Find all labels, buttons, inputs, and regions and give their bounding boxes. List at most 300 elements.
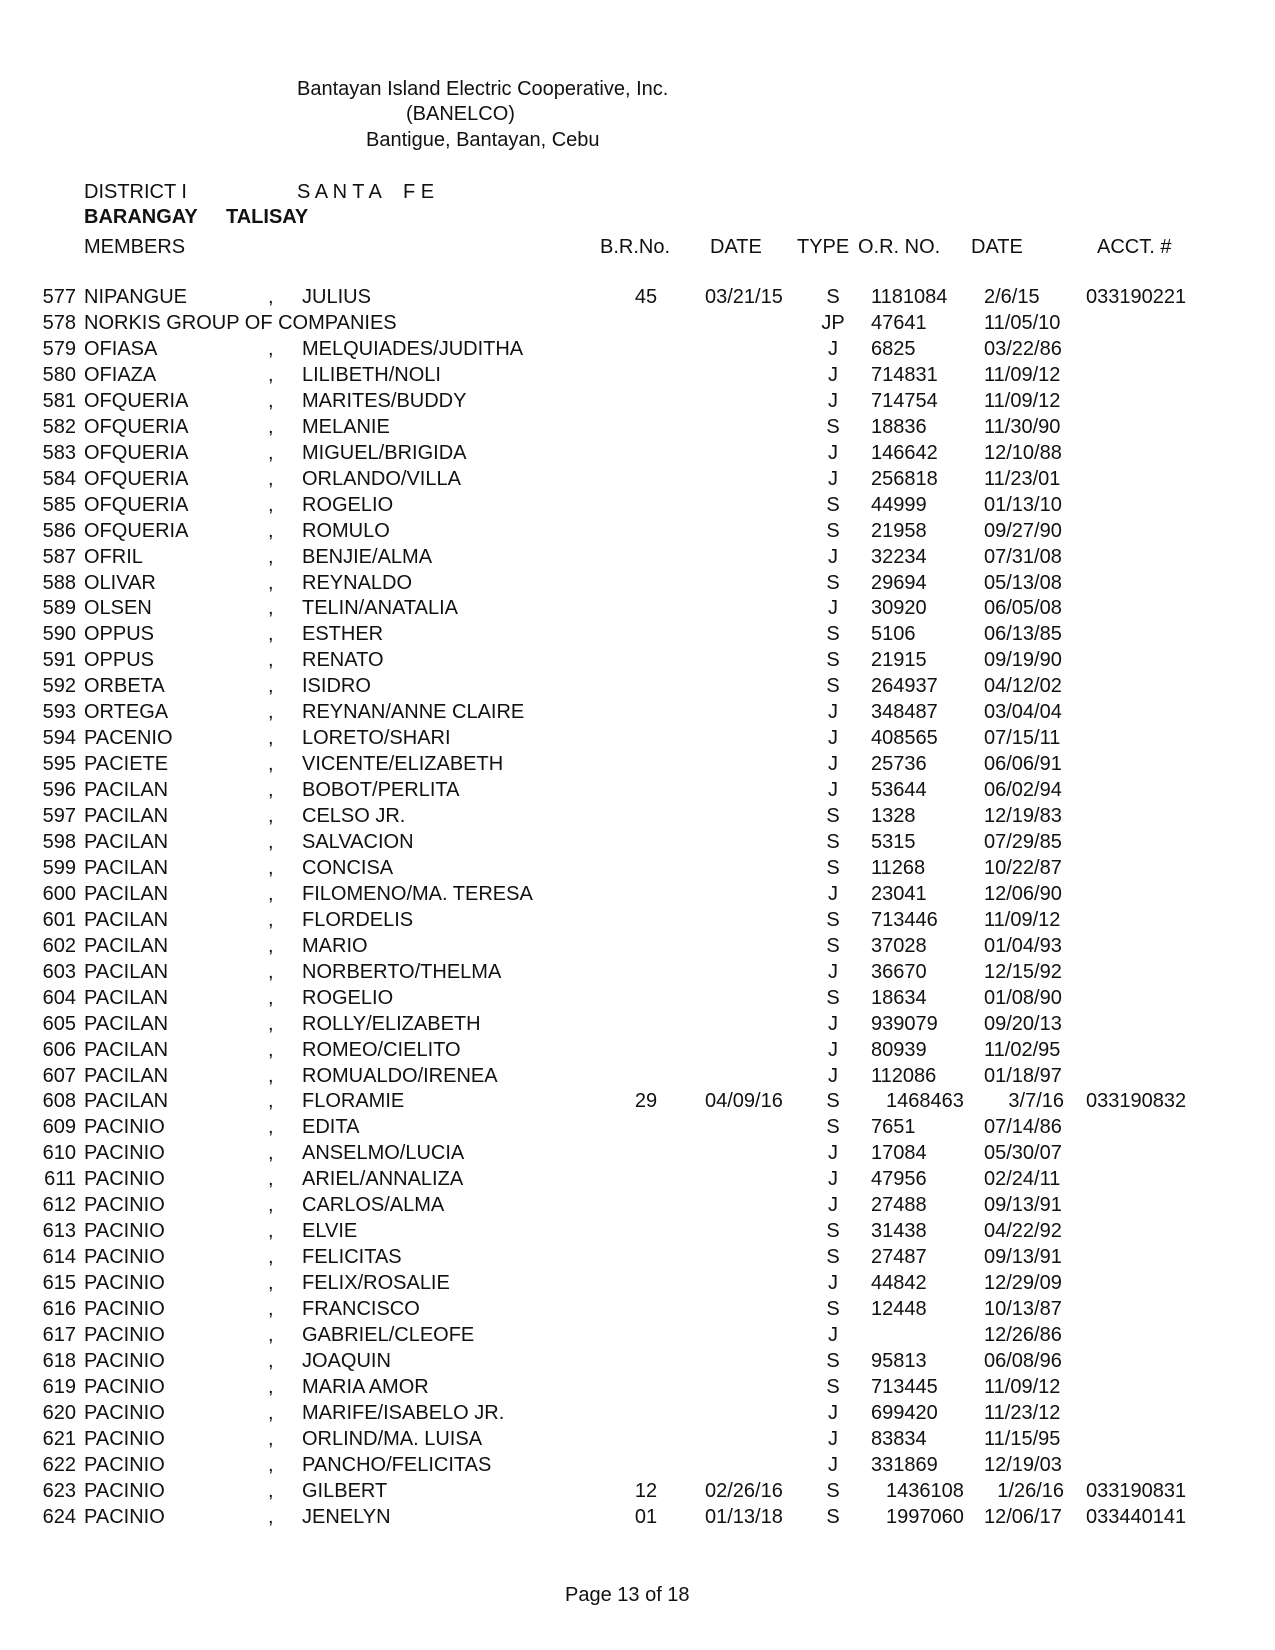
or-date: 12/26/86 <box>984 1324 1062 1346</box>
table-row <box>0 362 1275 388</box>
first-name: ORLIND/MA. LUISA <box>302 1427 483 1450</box>
first-name: PANCHO/FELICITAS <box>302 1453 492 1476</box>
org-abbr: (BANELCO) <box>406 103 515 125</box>
name-separator: , <box>268 597 274 620</box>
last-name: PACINIO <box>84 1116 165 1139</box>
br-date: 03/21/15 <box>705 286 783 308</box>
name-separator: , <box>268 1142 274 1165</box>
row-number: 615 <box>42 1272 76 1295</box>
name-separator: , <box>268 1427 274 1450</box>
or-no: 80939 <box>871 1038 927 1061</box>
municipality-name: S A N T A F E <box>297 181 435 203</box>
table-row <box>0 1114 1275 1140</box>
or-no: 95813 <box>871 1350 927 1372</box>
first-name: REYNAN/ANNE CLAIRE <box>302 701 525 724</box>
or-date: 09/27/90 <box>984 519 1062 542</box>
first-name: EDITA <box>302 1116 360 1139</box>
or-date: 01/13/10 <box>984 493 1062 516</box>
br-no: 01 <box>634 1505 658 1528</box>
first-name: LORETO/SHARI <box>302 727 451 750</box>
table-row <box>0 544 1275 570</box>
first-name: ROMUALDO/IRENEA <box>302 1064 498 1087</box>
last-name: OFIAZA <box>84 363 157 386</box>
or-no: 7651 <box>871 1116 916 1139</box>
membership-type: J <box>828 753 838 776</box>
row-number: 618 <box>42 1350 76 1372</box>
last-name: PACILAN <box>84 779 169 801</box>
row-number: 610 <box>42 1142 76 1165</box>
name-separator: , <box>268 675 274 698</box>
first-name: ROMEO/CIELITO <box>302 1038 461 1061</box>
name-separator: , <box>268 1090 274 1113</box>
first-name: ORLANDO/VILLA <box>302 467 461 490</box>
row-number: 604 <box>42 986 76 1009</box>
membership-type: S <box>826 415 840 438</box>
membership-type: J <box>828 337 838 360</box>
last-name: PACINIO <box>84 1194 165 1217</box>
or-no: 714754 <box>871 389 938 412</box>
or-no: 36670 <box>871 960 927 983</box>
first-name: MIGUEL/BRIGIDA <box>302 441 467 464</box>
row-number: 619 <box>42 1375 76 1398</box>
membership-type: J <box>828 1038 838 1061</box>
or-date: 06/13/85 <box>984 623 1062 646</box>
table-row <box>0 1270 1275 1296</box>
table-row <box>0 959 1275 985</box>
name-separator: , <box>268 337 274 360</box>
row-number: 577 <box>42 286 76 308</box>
row-number: 617 <box>42 1324 76 1346</box>
or-date: 11/09/12 <box>984 1375 1061 1398</box>
name-separator: , <box>268 1012 274 1035</box>
membership-type: JP <box>821 311 845 334</box>
or-no: 27488 <box>871 1194 927 1217</box>
name-separator: , <box>268 1350 274 1372</box>
name-separator: , <box>268 1505 274 1528</box>
table-row <box>0 310 1275 336</box>
row-number: 616 <box>42 1298 76 1320</box>
membership-type: S <box>826 675 840 698</box>
first-name: FILOMENO/MA. TERESA <box>302 882 533 905</box>
or-date: 04/22/92 <box>984 1220 1062 1243</box>
or-date: 09/20/13 <box>984 1012 1062 1035</box>
last-name: PACINIO <box>84 1246 165 1269</box>
last-name: OPPUS <box>84 623 155 646</box>
first-name: ROLLY/ELIZABETH <box>302 1012 481 1035</box>
row-number: 608 <box>42 1090 76 1113</box>
or-date: 03/22/86 <box>984 337 1062 360</box>
membership-type: S <box>826 519 840 542</box>
membership-type: J <box>828 1142 838 1165</box>
name-separator: , <box>268 1453 274 1476</box>
or-date: 12/19/03 <box>984 1453 1062 1476</box>
membership-type: J <box>828 701 838 724</box>
membership-type: S <box>826 1220 840 1243</box>
first-name: FLORAMIE <box>302 1090 405 1113</box>
membership-type: S <box>826 1298 840 1320</box>
membership-type: J <box>828 779 838 801</box>
row-number: 595 <box>42 753 76 776</box>
br-no: 29 <box>634 1090 658 1113</box>
table-row <box>0 829 1275 855</box>
name-separator: , <box>268 415 274 438</box>
or-no: 53644 <box>871 779 927 801</box>
district-label: DISTRICT I <box>84 181 187 203</box>
row-number: 620 <box>42 1401 76 1424</box>
or-no: 1468463 <box>886 1090 964 1113</box>
or-no: 146642 <box>871 441 938 464</box>
table-row <box>0 1011 1275 1037</box>
first-name: REYNALDO <box>302 571 413 594</box>
table-row <box>0 466 1275 492</box>
or-date: 09/13/91 <box>984 1246 1062 1269</box>
last-name: PACILAN <box>84 830 169 853</box>
name-separator: , <box>268 908 274 931</box>
membership-type: S <box>826 1090 840 1113</box>
column-header-date2: DATE <box>971 236 1023 258</box>
table-row <box>0 777 1275 803</box>
membership-type: S <box>826 1505 840 1528</box>
name-separator: , <box>268 1246 274 1269</box>
or-date: 01/18/97 <box>984 1064 1062 1087</box>
or-no: 699420 <box>871 1401 938 1424</box>
first-name: NORBERTO/THELMA <box>302 960 502 983</box>
membership-type: S <box>826 856 840 879</box>
membership-type: J <box>828 389 838 412</box>
name-separator: , <box>268 1401 274 1424</box>
or-date: 01/08/90 <box>984 986 1062 1009</box>
or-no: 408565 <box>871 727 938 750</box>
or-no: 83834 <box>871 1427 927 1450</box>
first-name: TELIN/ANATALIA <box>302 597 458 620</box>
or-no: 6825 <box>871 337 916 360</box>
table-row <box>0 803 1275 829</box>
row-number: 609 <box>42 1116 76 1139</box>
first-name: FELIX/ROSALIE <box>302 1272 450 1295</box>
first-name: FRANCISCO <box>302 1298 420 1320</box>
last-name: PACILAN <box>84 934 169 957</box>
row-number: 606 <box>42 1038 76 1061</box>
table-row <box>0 1063 1275 1089</box>
table-row <box>0 284 1275 310</box>
first-name: VICENTE/ELIZABETH <box>302 753 504 776</box>
first-name: ANSELMO/LUCIA <box>302 1142 465 1165</box>
membership-type: S <box>826 908 840 931</box>
barangay-name: TALISAY <box>226 206 309 228</box>
or-no: 21958 <box>871 519 927 542</box>
table-row <box>0 855 1275 881</box>
name-separator: , <box>268 493 274 516</box>
name-separator: , <box>268 519 274 542</box>
row-number: 623 <box>42 1479 76 1502</box>
or-no: 18634 <box>871 986 927 1009</box>
or-date: 11/02/95 <box>984 1038 1061 1061</box>
or-date: 11/15/95 <box>984 1427 1061 1450</box>
membership-type: J <box>828 1272 838 1295</box>
table-row <box>0 881 1275 907</box>
or-date: 09/19/90 <box>984 649 1062 672</box>
row-number: 585 <box>42 493 76 516</box>
first-name: CONCISA <box>302 856 394 879</box>
membership-type: S <box>826 934 840 957</box>
table-row <box>0 1504 1275 1530</box>
membership-type: S <box>826 1375 840 1398</box>
membership-type: S <box>826 1479 840 1502</box>
last-name: PACILAN <box>84 908 169 931</box>
or-date: 11/23/12 <box>984 1401 1061 1424</box>
or-date: 06/05/08 <box>984 597 1062 620</box>
row-number: 601 <box>42 908 76 931</box>
membership-type: J <box>828 1012 838 1035</box>
first-name: ELVIE <box>302 1220 358 1243</box>
first-name: MELANIE <box>302 415 390 438</box>
name-separator: , <box>268 779 274 801</box>
last-name: PACINIO <box>84 1220 165 1243</box>
last-name: PACINIO <box>84 1324 165 1346</box>
br-no: 12 <box>634 1479 658 1502</box>
name-separator: , <box>268 467 274 490</box>
name-separator: , <box>268 856 274 879</box>
first-name: RENATO <box>302 649 384 672</box>
column-header-or-no: O.R. NO. <box>858 236 941 258</box>
or-date: 04/12/02 <box>984 675 1062 698</box>
membership-type: S <box>826 571 840 594</box>
or-date: 11/09/12 <box>984 363 1061 386</box>
name-separator: , <box>268 986 274 1009</box>
membership-type: S <box>826 986 840 1009</box>
or-date: 07/31/08 <box>984 545 1062 568</box>
last-name: PACILAN <box>84 960 169 983</box>
row-number: 598 <box>42 830 76 853</box>
table-row <box>0 1322 1275 1348</box>
barangay-label: BARANGAY <box>84 206 198 228</box>
name-separator: , <box>268 1272 274 1295</box>
or-no: 30920 <box>871 597 927 620</box>
membership-type: J <box>828 597 838 620</box>
or-date: 12/06/17 <box>984 1505 1062 1528</box>
last-name: OFIASA <box>84 337 158 360</box>
or-date: 06/06/91 <box>984 753 1062 776</box>
table-row <box>0 1244 1275 1270</box>
column-header-date: DATE <box>710 236 762 258</box>
br-date: 02/26/16 <box>705 1479 783 1502</box>
or-date: 05/13/08 <box>984 571 1062 594</box>
name-separator: , <box>268 1194 274 1217</box>
org-name: Bantayan Island Electric Cooperative, Inc. <box>297 78 669 100</box>
table-row <box>0 985 1275 1011</box>
row-number: 611 <box>44 1168 76 1191</box>
table-row <box>0 621 1275 647</box>
row-number: 599 <box>42 856 76 879</box>
last-name: PACENIO <box>84 727 173 750</box>
first-name: JULIUS <box>302 286 371 308</box>
row-number: 624 <box>42 1505 76 1528</box>
table-row <box>0 1400 1275 1426</box>
account-no: 033190831 <box>1086 1479 1187 1502</box>
table-row <box>0 907 1275 933</box>
name-separator: , <box>268 363 274 386</box>
or-date: 2/6/15 <box>984 286 1040 308</box>
table-row <box>0 1296 1275 1322</box>
last-name: PACINIO <box>84 1479 165 1502</box>
membership-type: J <box>828 441 838 464</box>
name-separator: , <box>268 1479 274 1502</box>
last-name: OFQUERIA <box>84 467 189 490</box>
or-date: 05/30/07 <box>984 1142 1062 1165</box>
last-name: PACILAN <box>84 986 169 1009</box>
or-date: 12/29/09 <box>984 1272 1062 1295</box>
account-no: 033440141 <box>1086 1505 1187 1528</box>
or-date: 06/08/96 <box>984 1350 1062 1372</box>
first-name: LILIBETH/NOLI <box>302 363 441 386</box>
row-number: 588 <box>42 571 76 594</box>
row-number: 591 <box>42 649 76 672</box>
name-separator: , <box>268 753 274 776</box>
first-name: BOBOT/PERLITA <box>302 779 460 801</box>
table-row <box>0 647 1275 673</box>
first-name: GABRIEL/CLEOFE <box>302 1324 475 1346</box>
column-header-type: TYPE <box>797 236 850 258</box>
row-number: 603 <box>42 960 76 983</box>
table-row <box>0 518 1275 544</box>
table-row <box>0 1426 1275 1452</box>
or-no: 47641 <box>871 311 927 334</box>
last-name: PACINIO <box>84 1298 165 1320</box>
name-separator: , <box>268 960 274 983</box>
or-no: 18836 <box>871 415 927 438</box>
last-name: PACINIO <box>84 1272 165 1295</box>
table-row <box>0 673 1275 699</box>
or-date: 12/19/83 <box>984 805 1062 827</box>
membership-type: S <box>826 1350 840 1372</box>
last-name: PACILAN <box>84 805 169 827</box>
or-no: 1997060 <box>886 1505 964 1528</box>
or-date: 11/05/10 <box>984 311 1061 334</box>
table-row <box>0 933 1275 959</box>
last-name: PACILAN <box>84 882 169 905</box>
row-number: 622 <box>42 1453 76 1476</box>
or-no: 5106 <box>871 623 916 646</box>
name-separator: , <box>268 701 274 724</box>
or-no: 23041 <box>871 882 927 905</box>
membership-type: J <box>828 1401 838 1424</box>
name-separator: , <box>268 1298 274 1320</box>
last-name: PACILAN <box>84 1090 169 1113</box>
first-name: BENJIE/ALMA <box>302 545 433 568</box>
first-name: ROGELIO <box>302 986 394 1009</box>
name-separator: , <box>268 286 274 308</box>
membership-type: J <box>828 363 838 386</box>
or-no: 31438 <box>871 1220 927 1243</box>
or-no: 1436108 <box>886 1479 964 1502</box>
last-name: PACINIO <box>84 1505 165 1528</box>
or-date: 3/7/16 <box>1008 1090 1064 1113</box>
membership-type: S <box>826 805 840 827</box>
last-name: OFQUERIA <box>84 441 189 464</box>
name-separator: , <box>268 441 274 464</box>
row-number: 580 <box>42 363 76 386</box>
membership-type: S <box>826 1246 840 1269</box>
row-number: 590 <box>42 623 76 646</box>
or-no: 27487 <box>871 1246 927 1269</box>
membership-type: J <box>828 727 838 750</box>
membership-type: J <box>828 960 838 983</box>
or-date: 1/26/16 <box>997 1479 1064 1502</box>
or-date: 09/13/91 <box>984 1194 1062 1217</box>
or-no: 713445 <box>871 1375 938 1398</box>
or-no: 21915 <box>871 649 927 672</box>
name-separator: , <box>268 571 274 594</box>
row-number: 578 <box>42 311 76 334</box>
table-row <box>0 1166 1275 1192</box>
or-no: 264937 <box>871 675 938 698</box>
membership-type: J <box>828 882 838 905</box>
membership-type: S <box>826 623 840 646</box>
or-no: 5315 <box>871 830 916 853</box>
table-row <box>0 1452 1275 1478</box>
table-row <box>0 1037 1275 1063</box>
or-no: 37028 <box>871 934 927 957</box>
table-row <box>0 492 1275 518</box>
name-separator: , <box>268 1220 274 1243</box>
or-no: 1328 <box>871 805 916 827</box>
or-no: 44842 <box>871 1272 927 1295</box>
row-number: 600 <box>42 882 76 905</box>
table-row <box>0 1348 1275 1374</box>
first-name: JOAQUIN <box>302 1350 391 1372</box>
or-no: 1181084 <box>871 286 948 308</box>
or-no: 713446 <box>871 908 938 931</box>
row-number: 621 <box>42 1427 76 1450</box>
or-no: 11268 <box>871 856 926 879</box>
row-number: 614 <box>42 1246 76 1269</box>
or-no: 29694 <box>871 571 927 594</box>
name-separator: , <box>268 1324 274 1346</box>
last-name: OFRIL <box>84 545 143 568</box>
last-name: OFQUERIA <box>84 415 189 438</box>
or-no: 112086 <box>871 1064 937 1087</box>
table-row <box>0 1478 1275 1504</box>
name-separator: , <box>268 623 274 646</box>
last-name: ORTEGA <box>84 701 169 724</box>
last-name: PACINIO <box>84 1142 165 1165</box>
last-name: NIPANGUE <box>84 286 187 308</box>
column-header-acct: ACCT. # <box>1097 236 1172 258</box>
table-row <box>0 1088 1275 1114</box>
name-separator: , <box>268 882 274 905</box>
row-number: 597 <box>42 805 76 827</box>
or-no: 331869 <box>871 1453 938 1476</box>
account-no: 033190832 <box>1086 1090 1187 1113</box>
row-number: 593 <box>42 701 76 724</box>
row-number: 584 <box>42 467 76 490</box>
first-name: CARLOS/ALMA <box>302 1194 445 1217</box>
name-separator: , <box>268 805 274 827</box>
first-name: GILBERT <box>302 1479 388 1502</box>
row-number: 612 <box>42 1194 76 1217</box>
or-no: 47956 <box>871 1168 927 1191</box>
table-row <box>0 440 1275 466</box>
membership-type: J <box>828 1427 838 1450</box>
table-row <box>0 336 1275 362</box>
row-number: 596 <box>42 779 76 801</box>
page-number: Page 13 of 18 <box>565 1584 690 1606</box>
membership-type: J <box>828 467 838 490</box>
name-separator: , <box>268 1375 274 1398</box>
first-name: MARIO <box>302 934 368 957</box>
first-name: ROGELIO <box>302 493 394 516</box>
row-number: 607 <box>42 1064 76 1087</box>
